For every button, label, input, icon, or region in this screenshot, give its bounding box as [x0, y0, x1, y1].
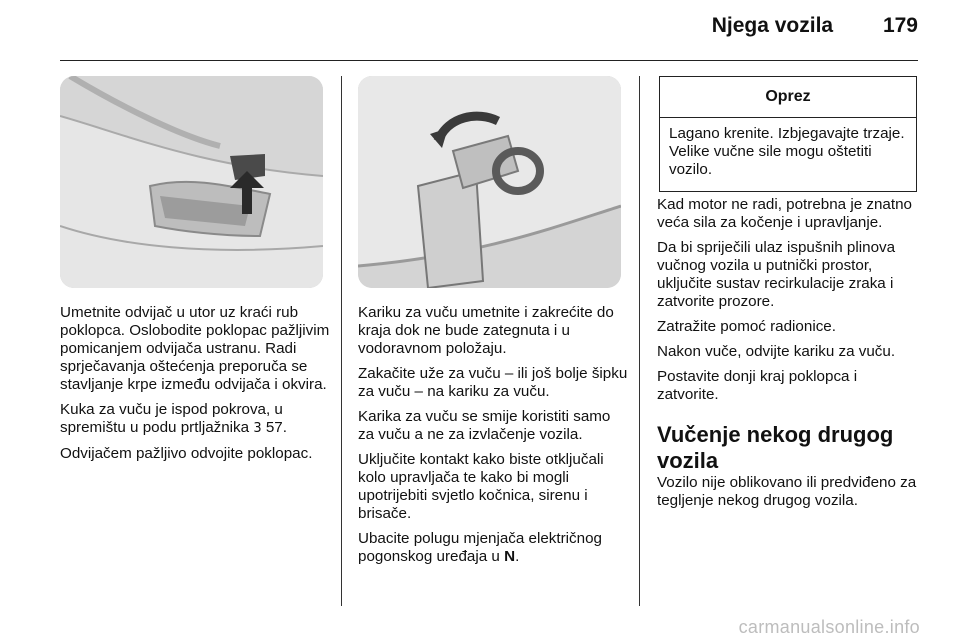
paragraph: Nakon vuče, odvijte kariku za vuču. — [657, 343, 896, 360]
column-2-text — [358, 304, 628, 573]
paragraph: Kariku za vuču umetnite i zakrećite do kraja dok ne bude zategnuta i u vodoravnom položaju. — [358, 304, 614, 357]
paragraph: Vozilo nije oblikovano ili predviđeno za tegljenje nekog drugog vozila. — [657, 474, 917, 509]
column-divider-1 — [341, 76, 342, 606]
column-3-text — [657, 196, 919, 517]
paragraph: Kad motor ne radi, potrebna je znatno veća sila za kočenje i upravljanje. — [657, 196, 912, 231]
paragraph: Postavite donji kraj poklopca i zatvorite. — [657, 368, 858, 403]
bumper-cover-illustration — [60, 76, 323, 288]
column-1-text — [60, 304, 330, 470]
caution-box — [659, 76, 917, 192]
paragraph: Zatražite pomoć radionice. — [657, 318, 836, 335]
paragraph-text: Ubacite polugu mjenjača električnog pogonskog uređaja u — [358, 530, 602, 565]
section-title: Njega vozila — [711, 14, 834, 37]
page-number: 179 — [882, 14, 918, 37]
paragraph-text: Kuka za vuču je ispod pokrova, u spremištu u podu prtljažnika — [60, 401, 283, 436]
paragraph: Odvijačem pažljivo odvojite poklopac. — [60, 445, 313, 462]
paragraph: Zakačite uže za vuču – ili još bolje šipku za vuču – na kariku za vuču. — [358, 365, 628, 400]
gear-position: N — [504, 548, 516, 565]
towing-eye-illustration — [358, 76, 621, 288]
paragraph: Da bi spriječili ulaz ispušnih plinova vučnog vozila u putnički prostor, uključite sustav recirkulacije zraka i zatvorite prozore. — [657, 239, 896, 310]
caution-text: Lagano krenite. Izbjegavajte trzaje. Velike vučne sile mogu oštetiti vozilo. — [669, 125, 905, 178]
paragraph-with-ref — [60, 401, 330, 438]
caution-title: Oprez — [660, 77, 916, 118]
page-reference: 57. — [261, 419, 287, 436]
paragraph-end: . — [515, 548, 520, 565]
paragraph: Umetnite odvijač u utor uz kraći rub poklopca. Oslobodite poklopac pažljivim pomicanjem odvijača ustranu. Radi sprječavanja oštećenja preporuča se stavljanje krpe između odvijača i okvira. — [60, 304, 330, 393]
header-rule — [60, 60, 918, 61]
watermark: carmanualsonline.info — [738, 617, 920, 637]
page-reference-icon: 3 — [253, 421, 262, 436]
paragraph: Karika za vuču se smije koristiti samo za vuču a ne za izvlačenje vozila. — [358, 408, 611, 443]
paragraph: Uključite kontakt kako biste otključali kolo upravljača te kako bi mogli upotrijebiti svjetlo kočnica, sirenu i brisače. — [358, 451, 604, 522]
section-heading: Vučenje nekog drugog vozila — [657, 422, 894, 473]
page-header — [712, 14, 918, 38]
paragraph-gear — [358, 530, 628, 566]
column-divider-2 — [639, 76, 640, 606]
